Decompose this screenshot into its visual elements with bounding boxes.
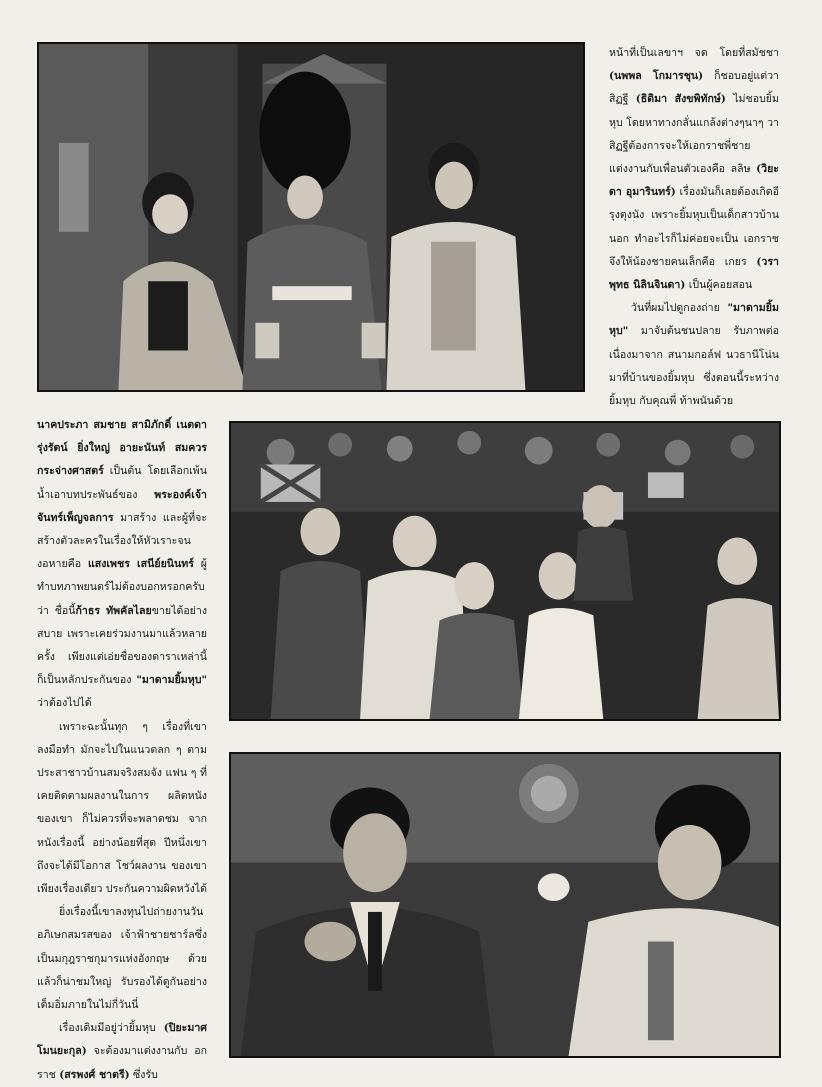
- text-run: เป็นผู้คอยสอน: [685, 279, 753, 292]
- text-run: ผู้ทำบทภาพยนตร์ไม่ต้องบอกหรอกครับว่า ชื่อนี้: [37, 558, 207, 617]
- text-run: (วิยะดา อุมารินทร์): [609, 163, 779, 199]
- text-run: แสงเพชร เสนีย์ยนินทร์: [87, 558, 194, 571]
- photo-guard-portrait: [37, 42, 585, 392]
- text-run: (สรพงศ์ ชาตรี): [59, 1068, 130, 1081]
- guard-portrait-image: [39, 44, 583, 390]
- text-run: ซึ่งรับ: [129, 1068, 158, 1081]
- text-column-left: [37, 414, 207, 1087]
- text-run: ขายได้อย่างสบาย เพราะเคยร่วมงานมาแล้วหลายครั้ง เพียงแต่เอ่ยชื่อของดาราเหล่านี้ ก็เป็นหลักประกันของ: [37, 604, 208, 687]
- text-run: เพราะฉะนั้นทุก ๆ เรื่องที่เขาลงมือทำ มักจะไปในแนวตลก ๆ ตามประสาชาวบ้านสมจริงสมจัง แฟน ๆ ที่เคยติดตามผลงานในการ ผลิตหนังของเขา ก็ไม่ควรที่จะพลาดชม จากหนังเรื่องนี้ อย่างน้อยที่สุด ปีหนึ่งเขาถึงจะได้มีโอกาส โชว์ผลงาน ของเขาเพียงเรื่องเดียว ประกันความผิดหวังได้: [37, 720, 207, 896]
- paragraph-left-4: [37, 1017, 207, 1087]
- photo-waving-crowd: [229, 421, 781, 721]
- paragraph-left-1: [37, 414, 207, 716]
- text-column-top-right: [609, 42, 779, 413]
- text-run: จะต้องมาแต่งงานกับ อกราช: [37, 1045, 207, 1081]
- text-run: (ธิดิมา สังขพิทักษ์): [635, 93, 726, 106]
- text-run: มาจับต้นชนปลาย รับภาพต่อเนื่องมาจาก สนามกอล์ฟ นวธานีโน่น มาที่บ้านของยิ้มหุบ ซึ่งตอนนี้ระหว่างยิ้มหุบ กับคุณพี่ ท้าพนันด้วย: [609, 325, 779, 408]
- text-run: ว่าต้องไปได้: [37, 697, 92, 710]
- text-run: หน้าที่เป็นเลขาฯ จด โดยที่สมัชชา: [609, 47, 779, 59]
- paragraph-left-3: [37, 901, 207, 1017]
- text-run: ไม่ชอบยิ้มหุบ โดยหาทางกลั่นแกล้งต่างๆนาๆ วาสิฏฐีต้องการจะให้เอกราชพี่ชายแต่งงานกับเพื่อนตัวเองคือ ลลิษ: [609, 93, 779, 176]
- text-run: (ปิยะมาศ โมนยะกุล): [37, 1022, 207, 1058]
- waving-crowd-image: [231, 423, 779, 719]
- text-run: "มาดามยิ้มหุบ": [136, 674, 207, 687]
- two-men-image: [231, 754, 779, 1056]
- text-run: ยิ่งเรื่องนี้เขาลงทุนไปถ่ายงานวันอภิเษกสมรสของ เจ้าฟ้าชายชาร์ลซึ่งเป็นมกุฎราชกุมารแห่งอังกฤษ ด้วยแล้วก็น่าชมใหญ่ รับรองได้ดูกันอย่างเต็มอิ่มภายในไม่กี่วันนี่: [37, 906, 207, 1012]
- text-run: เรื่องมันก็เลยต้องเกิดอีรุงตุงนัง เพราะยิ้มหุบเป็นเด็กสาวบ้านนอก ทำอะไรก็ไม่ค่อยจะเป็น เอกราชจึงให้น้องชายคนเล็กคือ เกยร: [609, 186, 779, 268]
- paragraph-top-right-1: [609, 42, 779, 297]
- text-run: (นพพล โกมารชุน): [609, 70, 704, 83]
- text-run: นาคประภา สมชาย สามิภักดิ์ เนตดา รุ่งรัตน์ ยิ่งใหญ่ อายะนันท์ สมควร กระจ่างศาสตร์: [37, 419, 207, 478]
- paragraph-left-2: [37, 716, 207, 902]
- text-run: เรื่องเดิมมีอยู่ว่ายิ้มหุบ: [59, 1022, 164, 1035]
- text-run: มาสร้าง และผู้ที่จะสร้างตัวละครในเรื่องให้หัวเราะจนงอหายคือ: [37, 511, 207, 571]
- text-run: พระองค์เจ้าจันทร์เพ็ญจลการ: [37, 488, 207, 524]
- text-run: (วราพุทธ นิลินจินดา): [609, 255, 779, 292]
- text-run: เป็นต้น โดยเลือกเพ้นน้ำเอาบทประพันธ์ของ: [37, 465, 207, 501]
- paragraph-top-right-2: [609, 297, 779, 413]
- text-run: วันที่ผมไปดูกองถ่าย: [631, 302, 728, 315]
- text-run: ก็ชอบอยู่แต่วาสิฏฐี: [609, 70, 779, 106]
- text-run: "มาดามยิ้มหุบ": [609, 302, 779, 338]
- photo-two-men: [229, 752, 781, 1058]
- text-run: ก้าธร ทัพคัลไลย: [75, 604, 152, 617]
